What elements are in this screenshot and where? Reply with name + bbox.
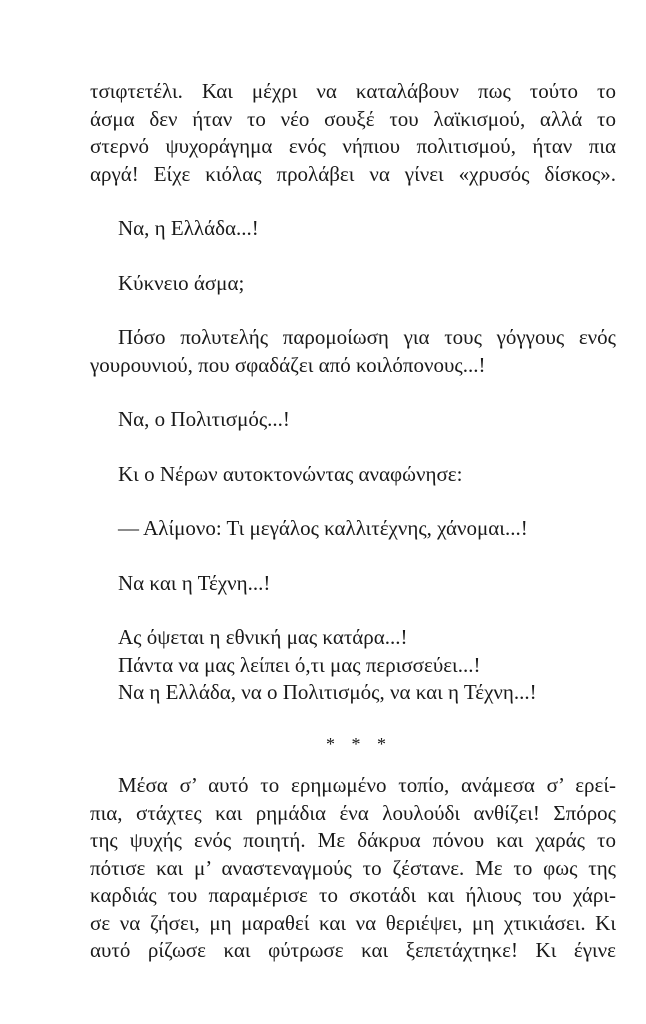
text-line: Να, ο Πολιτισμός...! bbox=[118, 407, 290, 431]
text-line: σε να ζήσει, μη μαραθεί και να θεριέψει, μη χτικιάσει. Κι bbox=[90, 910, 616, 935]
paragraph-parallel bbox=[90, 324, 616, 379]
text-body bbox=[90, 78, 616, 965]
text-line: — Αλίμονο: Τι μεγάλος καλλιτέχνης, χάνομαι...! bbox=[118, 516, 528, 540]
text-line: στερνό ψυχοράγημα ενός νήπιου πολιτισμού, ήταν πια bbox=[90, 134, 616, 158]
neron-intro bbox=[90, 461, 616, 489]
verse-line: Ας όψεται η εθνική μας κατάρα...! bbox=[118, 625, 408, 649]
paragraph-continuation bbox=[90, 78, 616, 188]
paragraph-flower bbox=[90, 772, 616, 965]
text-line: τσιφτετέλι. Και μέχρι να καταλάβουν πως τούτο το bbox=[90, 79, 616, 103]
text-line: της ψυχής ενός ποιητή. Με δάκρυα πόνου και χαράς το bbox=[90, 828, 616, 852]
text-line: άσμα δεν ήταν το νέο σουξέ του λαϊκισμού, αλλά το bbox=[90, 106, 616, 131]
text-line: αργά! Είχε κιόλας προλάβει να γίνει «χρυσός δίσκος». bbox=[90, 161, 616, 186]
text-line: Κύκνειο άσμα; bbox=[118, 270, 245, 295]
text-line: Μέσα σ’ αυτό το ερημωμένο τοπίο, ανάμεσα σ’ ερεί- bbox=[118, 773, 616, 797]
text-line: Να και η Τέχνη...! bbox=[118, 570, 271, 595]
neron-quote bbox=[90, 515, 616, 543]
question-kykneio bbox=[90, 270, 616, 298]
exclamation-politismos bbox=[90, 406, 616, 434]
section-separator: * * * bbox=[326, 733, 392, 754]
exclamation-techni bbox=[90, 570, 616, 598]
text-line: Να, η Ελλάδα...! bbox=[118, 216, 259, 240]
text-line: καρδιάς του παραμέρισε το σκοτάδι και ήλιους του χάρι- bbox=[90, 883, 616, 907]
text-line: Πόσο πολυτελής παρομοίωση για τους γόγγους ενός bbox=[118, 325, 616, 349]
text-line: πότισε και μ’ αναστεναγμούς το ζέστανε. Με το φως της bbox=[90, 855, 616, 880]
text-line: Κι ο Νέρων αυτοκτονώντας αναφώνησε: bbox=[118, 461, 463, 486]
text-line: πια, στάχτες και ρημάδια ένα λουλούδι ανθίζει! Σπόρος bbox=[90, 800, 616, 825]
text-line: γουρουνιού, που σφαδάζει από κοιλόπονους...! bbox=[90, 352, 486, 377]
verse-block bbox=[90, 624, 616, 707]
exclamation-ellada bbox=[90, 215, 616, 243]
verse-line: Να η Ελλάδα, να ο Πολιτισμός, να και η Τέχνη...! bbox=[118, 680, 537, 704]
text-line: αυτό ρίζωσε και φύτρωσε και ξεπετάχτηκε! Κι έγινε bbox=[90, 938, 616, 962]
verse-line: Πάντα να μας λείπει ό,τι μας περισσεύει...! bbox=[118, 652, 481, 677]
